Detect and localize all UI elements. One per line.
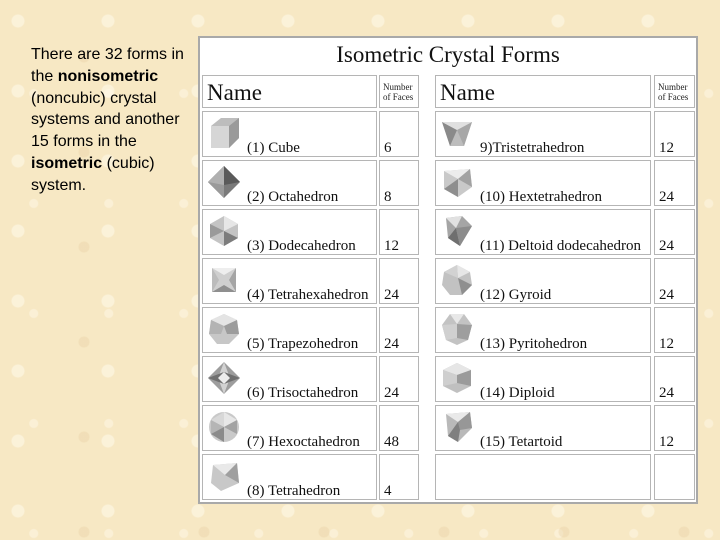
form-name: (4) Tetrahexahedron (247, 287, 369, 303)
tetartoid-icon (440, 410, 474, 444)
left-row-faces-cell (379, 160, 419, 206)
form-name: (1) Cube (247, 140, 300, 156)
header-faces-label (380, 76, 418, 102)
left-row-name-cell (202, 356, 377, 402)
left-row-name-cell (202, 258, 377, 304)
face-count: 24 (659, 189, 674, 205)
right-row-faces-cell (654, 209, 695, 255)
face-count: 24 (384, 287, 399, 303)
right-row-name-cell (435, 160, 651, 206)
form-name: (14) Diploid (480, 385, 555, 401)
form-name: (8) Tetrahedron (247, 483, 341, 499)
intro-text-2: (noncubic) crystal systems and another 15 forms in the (31, 89, 180, 151)
intro-text-1: There are 32 forms in the (31, 46, 184, 85)
face-count: 48 (384, 434, 399, 450)
trisoctahedron-icon (207, 361, 241, 395)
tetrahexahedron-icon (207, 263, 241, 297)
right-row-empty-name-cell (435, 454, 651, 500)
header-faces-label (655, 76, 694, 102)
left-row-faces-cell (379, 454, 419, 500)
form-name: (7) Hexoctahedron (247, 434, 360, 450)
intro-bold-isometric: isometric (31, 154, 103, 172)
header-name-right (435, 75, 651, 108)
tristetrahedron-icon (440, 116, 474, 150)
header-name-left (202, 75, 377, 108)
intro-bold-nonisometric: nonisometric (57, 67, 159, 85)
right-row-faces-cell (654, 356, 695, 402)
face-count: 24 (384, 336, 399, 352)
form-name: (12) Gyroid (480, 287, 552, 303)
face-count: 12 (659, 140, 674, 156)
octahedron-icon (207, 165, 241, 199)
right-row-faces-cell (654, 258, 695, 304)
form-name: (13) Pyritohedron (480, 336, 588, 352)
right-row-name-cell (435, 209, 651, 255)
header-name-label: Name (440, 80, 495, 105)
header-faces-line1: Number (658, 82, 688, 92)
cube-icon (207, 116, 241, 150)
crystal-forms-table (198, 36, 698, 504)
left-row-name-cell (202, 454, 377, 500)
diploid-icon (440, 361, 474, 395)
form-name: (6) Trisoctahedron (247, 385, 359, 401)
face-count: 24 (659, 385, 674, 401)
table-title: Isometric Crystal Forms (336, 42, 560, 67)
left-row-name-cell (202, 160, 377, 206)
form-name: (15) Tetartoid (480, 434, 563, 450)
right-row-faces-cell (654, 307, 695, 353)
left-row-name-cell (202, 307, 377, 353)
face-count: 24 (384, 385, 399, 401)
intro-text (31, 44, 191, 197)
form-name: 9)Tristetrahedron (480, 140, 585, 156)
trapezohedron-icon (207, 312, 241, 346)
gyroid-icon (440, 263, 474, 297)
dodecahedron-icon (207, 214, 241, 248)
header-faces-line2: of Faces (658, 92, 689, 102)
left-row-faces-cell (379, 356, 419, 402)
right-row-faces-cell (654, 160, 695, 206)
form-name: (10) Hextetrahedron (480, 189, 603, 205)
right-row-name-cell (435, 307, 651, 353)
left-row-faces-cell (379, 258, 419, 304)
header-faces-line2: of Faces (383, 92, 414, 102)
face-count: 24 (659, 238, 674, 254)
header-faces-line1: Number (383, 82, 413, 92)
header-faces-left (379, 75, 419, 108)
left-row-name-cell (202, 209, 377, 255)
left-row-name-cell (202, 111, 377, 157)
left-row-faces-cell (379, 111, 419, 157)
form-name: (5) Trapezohedron (247, 336, 359, 352)
left-row-name-cell (202, 405, 377, 451)
right-row-empty-faces-cell (654, 454, 695, 500)
face-count: 12 (659, 336, 674, 352)
hextetrahedron-icon (440, 165, 474, 199)
intro-text-3: (cubic) system. (31, 154, 155, 194)
right-row-faces-cell (654, 405, 695, 451)
left-row-faces-cell (379, 209, 419, 255)
right-row-name-cell (435, 111, 651, 157)
hexoctahedron-icon (207, 410, 241, 444)
face-count: 8 (384, 189, 392, 205)
face-count: 6 (384, 140, 392, 156)
face-count: 12 (384, 238, 399, 254)
header-faces-right (654, 75, 695, 108)
deltoid-dodecahedron-icon (440, 214, 474, 248)
right-row-name-cell (435, 356, 651, 402)
right-row-faces-cell (654, 111, 695, 157)
pyritohedron-icon (440, 312, 474, 346)
form-name: (3) Dodecahedron (247, 238, 356, 254)
right-row-name-cell (435, 405, 651, 451)
face-count: 4 (384, 483, 392, 499)
right-row-name-cell (435, 258, 651, 304)
form-name: (11) Deltoid dodecahedron (480, 238, 642, 254)
header-name-label: Name (207, 80, 262, 105)
tetrahedron-icon (207, 459, 241, 493)
face-count: 12 (659, 434, 674, 450)
form-name: (2) Octahedron (247, 189, 339, 205)
left-row-faces-cell (379, 405, 419, 451)
face-count: 24 (659, 287, 674, 303)
left-row-faces-cell (379, 307, 419, 353)
